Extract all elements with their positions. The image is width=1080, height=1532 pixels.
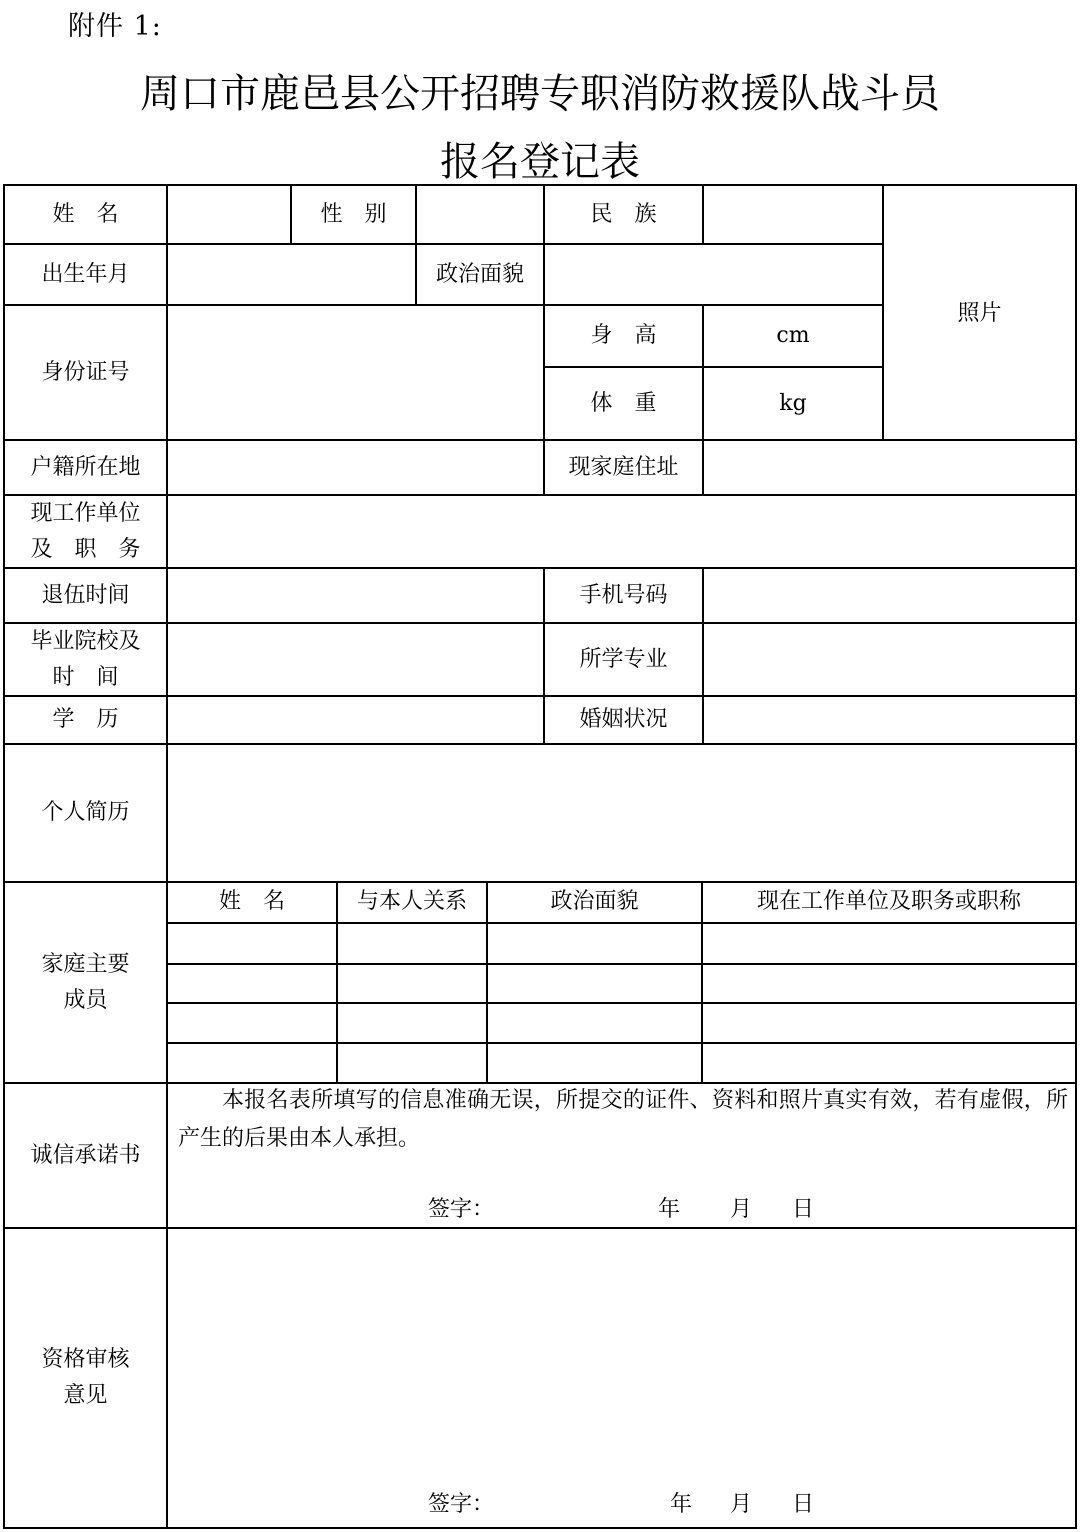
- political-field[interactable]: [543, 243, 884, 306]
- pledge-sign-label: 签字：: [428, 1197, 495, 1222]
- height-label: 身 高: [543, 304, 704, 368]
- photo-box[interactable]: [882, 184, 1077, 441]
- education-field[interactable]: [166, 695, 545, 745]
- name-label: 姓 名: [3, 184, 168, 245]
- form-subtitle: 报名登记表: [440, 139, 640, 185]
- gender-label: 性 别: [290, 184, 417, 245]
- family-row-divider: [166, 963, 1077, 965]
- marital-label: 婚姻状况: [543, 695, 704, 745]
- family-header-name: 姓 名: [218, 889, 285, 914]
- review-year: 年: [670, 1492, 693, 1517]
- gender-field[interactable]: [415, 184, 545, 245]
- family-row-divider: [166, 1002, 1077, 1004]
- resume-label: 个人简历: [3, 743, 168, 883]
- pledge-label: 诚信承诺书: [3, 1082, 168, 1229]
- pledge-text: 本报名表所填写的信息准确无误，所提交的证件、资料和照片真实有效，若有虚假，所产生的后果由本人承担。: [178, 1088, 1068, 1151]
- address-field[interactable]: [702, 439, 1077, 496]
- major-label: 所学专业: [543, 622, 704, 697]
- family-label: 家庭主要 成员: [3, 881, 168, 1084]
- phone-label: 手机号码: [543, 567, 704, 624]
- ethnicity-field[interactable]: [702, 184, 884, 245]
- review-label: 资格审核 意见: [3, 1227, 168, 1529]
- birth-field[interactable]: [166, 243, 417, 306]
- major-field[interactable]: [702, 622, 1077, 697]
- pledge-month: 月: [730, 1197, 753, 1222]
- weight-label: 体 重: [543, 366, 704, 441]
- review-day: 日: [792, 1492, 815, 1517]
- form-title: 周口市鹿邑县公开招聘专职消防救援队战斗员: [140, 71, 940, 117]
- family-header-relation: 与本人关系: [356, 889, 467, 914]
- birth-label: 出生年月: [3, 243, 168, 306]
- phone-field[interactable]: [702, 567, 1077, 624]
- retire-label: 退伍时间: [3, 567, 168, 624]
- pledge-day: 日: [792, 1197, 815, 1222]
- id-number-field[interactable]: [166, 304, 545, 441]
- review-field[interactable]: [166, 1227, 1077, 1529]
- work-field[interactable]: [166, 494, 1077, 569]
- political-label: 政治面貌: [415, 243, 545, 306]
- resume-field[interactable]: [166, 743, 1077, 883]
- family-row-divider: [166, 1042, 1077, 1044]
- name-field[interactable]: [166, 184, 292, 245]
- id-number-label: 身份证号: [3, 304, 168, 441]
- height-unit: cm: [776, 323, 810, 348]
- review-month: 月: [730, 1492, 753, 1517]
- family-row-divider: [166, 922, 1077, 924]
- address-label: 现家庭住址: [543, 439, 704, 496]
- weight-field[interactable]: [702, 366, 884, 441]
- hukou-field[interactable]: [166, 439, 545, 496]
- attachment-label: 附件 1:: [68, 11, 162, 42]
- review-sign-label: 签字：: [428, 1492, 495, 1517]
- marital-field[interactable]: [702, 695, 1077, 745]
- school-field[interactable]: [166, 622, 545, 697]
- work-label: 现工作单位 及 职 务: [3, 494, 168, 569]
- family-header-political: 政治面貌: [550, 889, 639, 914]
- ethnicity-label: 民 族: [543, 184, 704, 245]
- retire-field[interactable]: [166, 567, 545, 624]
- education-label: 学 历: [3, 695, 168, 745]
- family-header-work: 现在工作单位及职务或职称: [756, 889, 1021, 914]
- weight-unit: kg: [779, 390, 807, 416]
- photo-label: 照片: [957, 301, 1002, 326]
- height-field[interactable]: [702, 304, 884, 368]
- school-label: 毕业院校及 时 间: [3, 622, 168, 697]
- pledge-year: 年: [658, 1197, 681, 1222]
- hukou-label: 户籍所在地: [3, 439, 168, 496]
